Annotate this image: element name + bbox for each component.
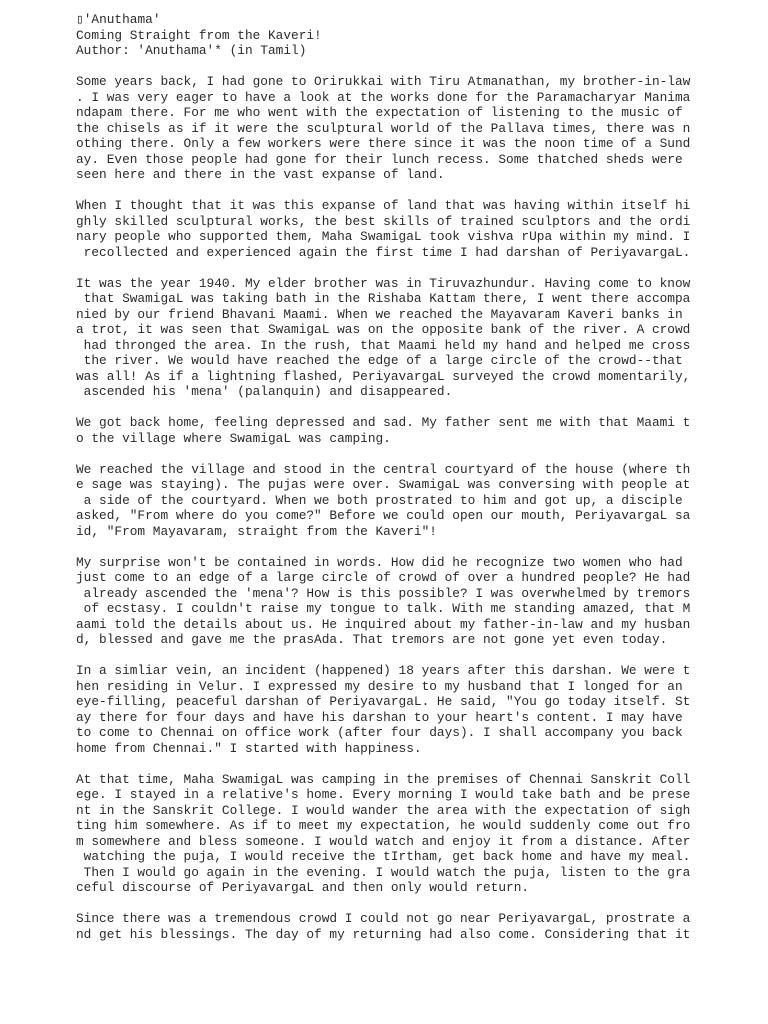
document-header	[76, 12, 676, 59]
text-line: a trot, it was seen that SwamigaL was on the opposite bank of the river. A crowd	[76, 322, 691, 337]
text-line: My surprise won't be contained in words. How did he recognize two women who had	[76, 554, 683, 570]
text-line: We got back home, feeling depressed and sad. My father sent me with that Maami t	[76, 415, 691, 430]
paragraph	[76, 461, 691, 540]
text-line: ceful discourse of PeriyavargaL and then only would return.	[76, 880, 530, 895]
text-line: aami told the details about us. He inquired about my father-in-law and my husban	[76, 616, 691, 632]
document-title: Coming Straight from the Kaveri!	[76, 27, 322, 43]
text-line: It was the year 1940. My elder brother was in Tiruvazhundur. Having come to know	[76, 275, 691, 291]
paragraph	[76, 198, 691, 260]
document-body	[76, 59, 691, 943]
paragraph-gap	[76, 896, 676, 912]
text-line: . I was very eager to have a look at the works done for the Paramacharyar Manima	[76, 89, 691, 105]
text-line: eye-filling, peaceful darshan of PeriyavargaL. He said, "You go today itself. St	[76, 694, 691, 709]
header-line: ▯'Anuthama'	[76, 12, 161, 27]
text-line: e sage was staying). The pujas were over. SwamigaL was conversing with people at	[76, 477, 691, 492]
text-line: had thronged the area. In the rush, that Maami held my hand and helped me cross	[76, 337, 691, 353]
text-line: hen residing in Velur. I expressed my desire to my husband that I longed for an	[76, 678, 683, 694]
text-line: Since there was a tremendous crowd I could not go near PeriyavargaL, prostrate a	[76, 911, 691, 926]
paragraph-gap	[76, 59, 676, 75]
paragraph-gap	[76, 648, 676, 664]
text-line: ghly skilled sculptural works, the best skills of trained sculptors and the ordi	[76, 213, 691, 229]
text-line: just come to an edge of a large circle of crowd of over a hundred people? He had	[76, 570, 691, 585]
paragraph-gap	[76, 260, 676, 276]
text-line: id, "From Mayavaram, straight from the Kaveri"!	[76, 523, 437, 539]
paragraph	[76, 771, 691, 896]
text-line: to come to Chennai on office work (after four days). I shall accompany you back	[76, 725, 683, 740]
text-line: ay. Even those people had gone for their lunch recess. Some thatched sheds were	[76, 151, 683, 167]
text-line: d, blessed and gave me the prasAda. That tremors are not gone yet even today.	[76, 632, 668, 647]
paragraph-gap	[76, 756, 676, 772]
text-line: already ascended the 'mena'? How is this possible? I was overwhelmed by tremors	[76, 585, 691, 601]
paragraph-gap	[76, 400, 676, 416]
paragraph	[76, 663, 691, 756]
document-page	[76, 12, 691, 942]
text-line: watching the puja, I would receive the tIrtham, get back home and have my meal.	[76, 849, 691, 864]
text-line: asked, "From where do you come?" Before we could open our mouth, PeriyavargaL sa	[76, 508, 691, 523]
text-line: the river. We would have reached the edge of a large circle of the crowd--that	[76, 353, 683, 368]
paragraph-gap	[76, 446, 676, 462]
text-line: ascended his 'mena' (palanquin) and disappeared.	[76, 384, 453, 399]
paragraph	[76, 911, 691, 942]
paragraph-gap	[76, 539, 676, 555]
paragraph	[76, 275, 691, 400]
text-line: ting him somewhere. As if to meet my expectation, he would suddenly come out fro	[76, 818, 691, 833]
text-line: a side of the courtyard. When we both prostrated to him and got up, a disciple	[76, 492, 683, 508]
text-line: was all! As if a lightning flashed, PeriyavargaL surveyed the crowd momentarily,	[76, 368, 691, 384]
text-line: At that time, Maha SwamigaL was camping in the premises of Chennai Sanskrit Coll	[76, 771, 691, 787]
text-line: ndapam there. For me who went with the expectation of listening to the music of	[76, 105, 683, 120]
text-line: nied by our friend Bhavani Maami. When we reached the Mayavaram Kaveri banks in	[76, 306, 683, 322]
paragraph-gap	[76, 183, 676, 199]
paragraph	[76, 74, 691, 183]
text-line: the chisels as if it were the sculptural world of the Pallava times, there was n	[76, 120, 691, 136]
paragraph	[76, 554, 691, 648]
text-line: Then I would go again in the evening. I would watch the puja, listen to the gra	[76, 864, 691, 880]
text-line: In a simliar vein, an incident (happened) 18 years after this darshan. We were t	[76, 663, 691, 678]
text-line: that SwamigaL was taking bath in the Rishaba Kattam there, I went there accompa	[76, 291, 691, 306]
text-line: of ecstasy. I couldn't raise my tongue to talk. With me standing amazed, that M	[76, 601, 691, 616]
text-line: recollected and experienced again the first time I had darshan of PeriyavargaL.	[76, 244, 691, 260]
text-line: nt in the Sanskrit College. I would wander the area with the expectation of sigh	[76, 802, 691, 818]
text-line: ay there for four days and have his darshan to your heart's content. I may have	[76, 709, 683, 725]
text-line: ege. I stayed in a relative's home. Every morning I would take bath and be prese	[76, 787, 691, 802]
text-line: We reached the village and stood in the central courtyard of the house (where th	[76, 461, 691, 477]
text-line: o the village where SwamigaL was camping.	[76, 430, 391, 446]
text-line: Some years back, I had gone to Orirukkai with Tiru Atmanathan, my brother-in-law	[76, 74, 691, 89]
text-line: home from Chennai." I started with happiness.	[76, 740, 422, 756]
text-line: nd get his blessings. The day of my returning had also come. Considering that it	[76, 926, 691, 942]
text-line: othing there. Only a few workers were there since it was the noon time of a Sund	[76, 136, 691, 151]
text-line: When I thought that it was this expanse of land that was having within itself hi	[76, 198, 691, 213]
text-line: seen here and there in the vast expanse of land.	[76, 167, 445, 182]
text-line: m somewhere and bless someone. I would watch and enjoy it from a distance. After	[76, 833, 691, 849]
author-line: Author: 'Anuthama'* (in Tamil)	[76, 43, 307, 58]
paragraph	[76, 415, 691, 446]
text-line: nary people who supported them, Maha SwamigaL took vishva rUpa within my mind. I	[76, 229, 691, 244]
